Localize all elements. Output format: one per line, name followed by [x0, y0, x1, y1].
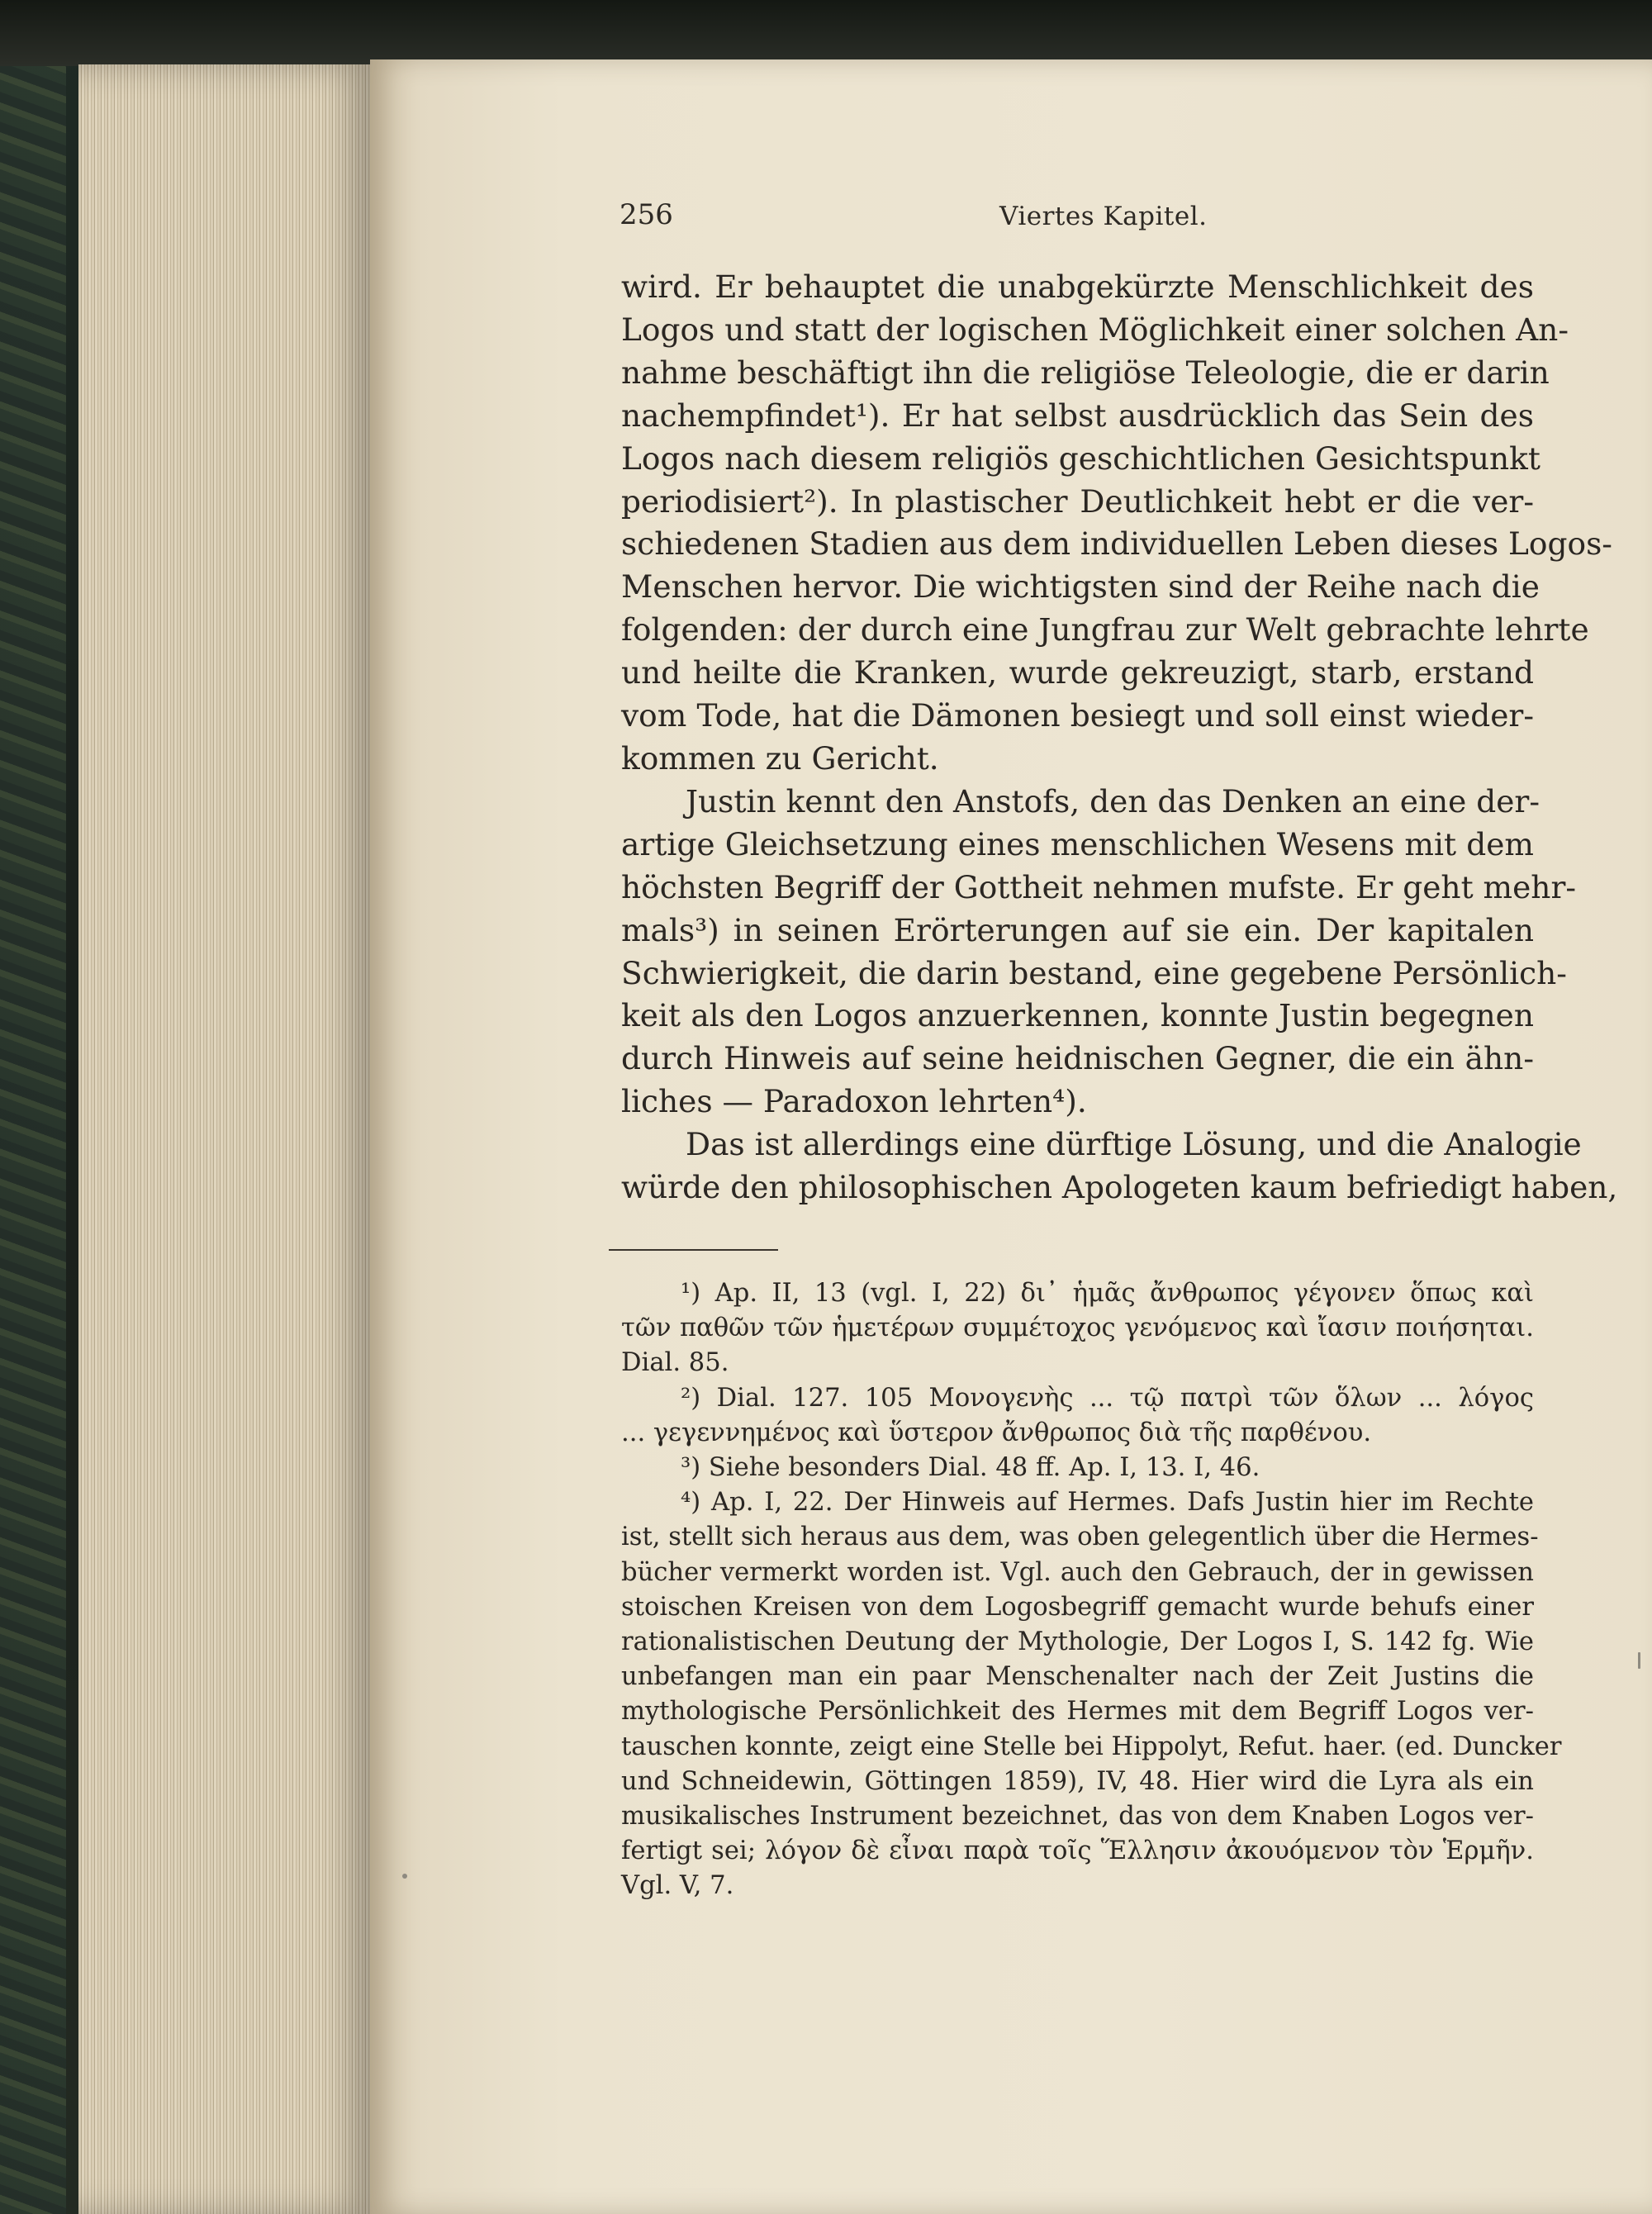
top-shadow — [0, 0, 1652, 66]
body-line: und heilte die Kranken, wurde gekreuzigt, starb, erstand — [621, 654, 1534, 691]
footnote-line: mythologische Persönlichkeit des Hermes mit dem Begriff Logos ver- — [621, 1697, 1534, 1727]
body-line: Schwierigkeit, die darin bestand, eine gegebene Persönlich- — [621, 954, 1567, 991]
body-line: höchsten Begriff der Gottheit nehmen mufste. Er geht mehr- — [621, 868, 1577, 905]
body-line: Logos und statt der logischen Möglichkeit einer solchen An- — [621, 311, 1569, 348]
footnote-line: unbefangen man ein paar Menschenalter nach der Zeit Justins die — [621, 1662, 1534, 1692]
page-number: 256 — [620, 198, 673, 231]
footnote-line: tauschen konnte, zeigt eine Stelle bei Hippolyt, Refut. haer. (ed. Duncker — [621, 1732, 1562, 1761]
body-line: nahme beschäftigt ihn die religiöse Teleologie, die er darin — [621, 354, 1550, 391]
body-line: kommen zu Gericht. — [621, 739, 939, 777]
footnote-line: Dial. 85. — [621, 1348, 729, 1378]
footnote-rule — [609, 1249, 778, 1251]
chapter-title: Viertes Kapitel. — [999, 202, 1208, 231]
body-line: artige Gleichsetzung eines menschlichen Wesens mit dem — [621, 825, 1534, 862]
body-line: mals³) in seinen Erörterungen auf sie ein. Der kapitalen — [621, 911, 1534, 948]
cover-marbled-edge — [0, 0, 66, 2214]
body-line: vom Tode, hat die Dämonen besiegt und soll einst wieder- — [621, 697, 1534, 734]
body-text — [621, 266, 1618, 1209]
footnote-line: stoischen Kreisen von dem Logosbegriff gemacht wurde behufs einer — [621, 1592, 1534, 1622]
body-line: durch Hinweis auf seine heidnischen Gegner, die ein ähn- — [621, 1040, 1534, 1077]
footnote-line: bücher vermerkt worden ist. Vgl. auch den Gebrauch, der in gewissen — [621, 1557, 1534, 1587]
footnote-line: ist, stellt sich heraus aus dem, was oben gelegentlich über die Hermes- — [621, 1523, 1539, 1552]
footnotes — [621, 1276, 1562, 1904]
footnote-line: rationalistischen Deutung der Mythologie, Der Logos I, S. 142 fg. Wie — [621, 1627, 1534, 1657]
footnote-line: ¹) Ap. II, 13 (vgl. I, 22) δι᾽ ἡμᾶς ἄνθρωπος γέγονεν ὅπως καὶ — [681, 1279, 1534, 1308]
body-line: schiedenen Stadien aus dem individuellen Leben dieses Logos- — [621, 525, 1612, 563]
footnote-line: Vgl. V, 7. — [621, 1871, 734, 1901]
footnote-line: und Schneidewin, Göttingen 1859), IV, 48. Hier wird die Lyra als ein — [621, 1766, 1534, 1796]
footnote-line: musikalisches Instrument bezeichnet, das von dem Knaben Logos ver- — [621, 1802, 1534, 1832]
body-line: wird. Er behauptet die unabgekürzte Menschlichkeit des — [621, 268, 1534, 305]
running-head — [620, 198, 1214, 235]
footnote-line: τῶν παθῶν τῶν ἡμετέρων συμμέτοχος γενόμενος καὶ ἴασιν ποιήσηται. — [621, 1314, 1534, 1343]
page-speck — [402, 1874, 407, 1879]
body-line: Logos nach diesem religiös geschichtlichen Gesichtspunkt — [621, 439, 1540, 477]
page-stack-edges — [78, 64, 376, 2214]
body-line: folgenden: der durch eine Jungfrau zur Welt gebrachte lehrte — [621, 611, 1589, 649]
footnote-line: fertigt sei; λόγον δὲ εἶναι παρὰ τοῖς Ἕλλησιν ἀκουόμενον τὸν Ἑρμῆν. — [621, 1836, 1534, 1866]
footnote-line: ... γεγεννημένος καὶ ὕστερον ἄνθρωπος διὰ τῆς παρθένου. — [621, 1418, 1372, 1447]
body-line: Justin kennt den Anstofs, den das Denken an eine der- — [686, 782, 1540, 820]
footnote-line: ²) Dial. 127. 105 Μονογενὴς ... τῷ πατρὶ τῶν ὅλων ... λόγος — [681, 1383, 1534, 1413]
body-line: nachempfindet¹). Er hat selbst ausdrücklich das Sein des — [621, 397, 1534, 434]
body-line: keit als den Logos anzuerkennen, konnte Justin begegnen — [621, 997, 1534, 1034]
footnote-line: ³) Siehe besonders Dial. 48 ff. Ap. I, 13. I, 46. — [681, 1453, 1260, 1483]
footnote-line: ⁴) Ap. I, 22. Der Hinweis auf Hermes. Dafs Justin hier im Rechte — [681, 1488, 1534, 1518]
body-line: würde den philosophischen Apologeten kaum befriedigt haben, — [621, 1169, 1618, 1206]
body-line: Das ist allerdings eine dürftige Lösung, und die Analogie — [686, 1126, 1582, 1163]
body-line: liches — Paradoxon lehrten⁴). — [621, 1083, 1087, 1120]
body-line: Menschen hervor. Die wichtigsten sind der Reihe nach die — [621, 568, 1540, 606]
body-line: periodisiert²). In plastischer Deutlichkeit hebt er die ver- — [621, 482, 1534, 520]
page-mark — [1638, 1652, 1640, 1669]
